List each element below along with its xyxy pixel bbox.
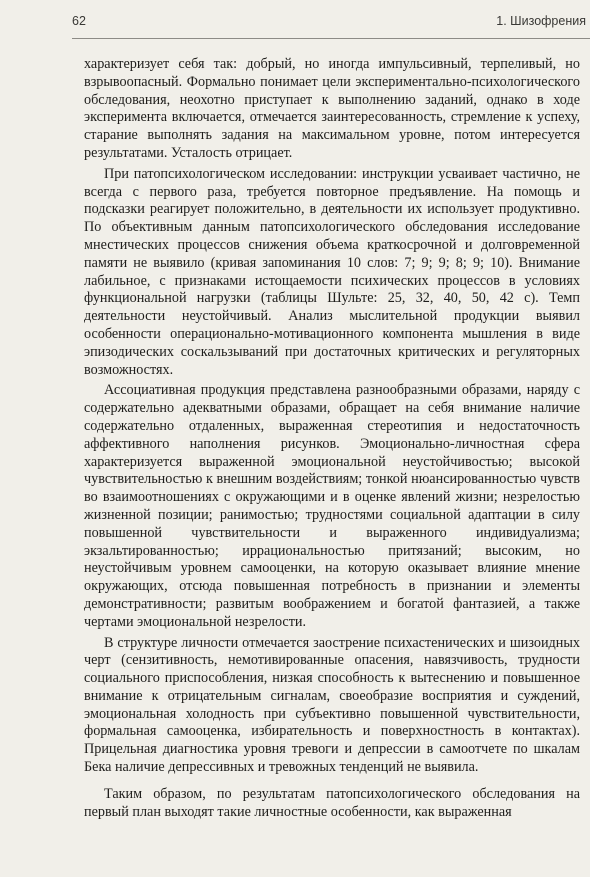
paragraph-pathopsych-study: При патопсихологическом исследовании: инструкции усваивает частично, не всегда с первого раза, требуется повторное предъявление. На помощь и подсказки реагирует положительно, в деятельности их использует продуктивно. По объективным данным патопсихологического обследования исследование мнестических процессов снижения объема краткосрочной и долговременной памяти не выявило (кривая запоминания 10 слов: 7; 9; 9; 8; 9; 10). Внимание лабильное, с признаками истощаемости психических процессов в условиях функциональной нагрузки (таблицы Шульте: 25, 32, 40, 50, 42 с). Темп деятельности неустойчивый. Анализ мыслительной продукции выявил особенности операционально-мотивационного компонента мышления в виде эпизодических соскальзываний при достаточных критических и регуляторных возможностях. [84, 165, 580, 378]
chapter-title: 1. Шизофрения [496, 14, 586, 28]
paragraph-associative-production: Ассоциативная продукция представлена разнообразными образами, наряду с содержательно адекватными образами, обращает на себя внимание наличие содержательно отдаленных, выраженная стереотипия и недостаточность аффективного наполнения рисунков. Эмоционально-личностная сфера характеризуется выраженной эмоциональной неустойчивостью; высокой чувствительностью к внешним воздействиям; тонкой нюансированностью чувств во взаимоотношениях с окружающими и в оценке явлений жизни; незрелостью жизненной позиции; ранимостью; трудностями социальной адаптации в силу повышенной чувствительности и выраженного индивидуализма; экзальтированностью; иррациональностью притязаний; высоким, но неустойчивым уровнем самооценки, на которую оказывает влияние мнение окружающих, отсюда повышенная потребность в признании и элементы демонстративности; развитым воображением и богатой фантазией, а также чертами эмоциональной незрелости. [84, 382, 580, 630]
running-header [72, 14, 586, 36]
paragraph-personality-structure: В структуре личности отмечается заострение психастенических и шизоидных черт (сензитивность, немотивированные опасения, навязчивость, трудности социального приспособления, низкая способность к вытеснению и повышенное внимание к отрицательным сигналам, своеобразие восприятия и суждений, эмоциональная холодность при субъективно повышенной чувствительности, формальная самооценка, избирательность и поверхностность в контактах). Прицельная диагностика уровня тревоги и депрессии в самоотчете по шкалам Бека наличие депрессивных и тревожных тенденций не выявила. [84, 634, 580, 776]
paragraph-conclusion: Таким образом, по результатам патопсихологического обследования на первый план выходят такие личностные особенности, как выраженная [84, 785, 580, 820]
paragraph-continuation: характеризует себя так: добрый, но иногда импульсивный, терпеливый, но взрывоопасный. Формально понимает цели экспериментально-психологического обследования, неохотно приступает к выполнению заданий, однако в ходе эксперимента включается, отмечается заинтересованность, стремление к успеху, старание выполнять задания на максимальном уровне, потом интересуется результатами. Усталость отрицает. [84, 56, 580, 161]
header-divider [72, 38, 590, 39]
body-text [84, 56, 580, 821]
page-number: 62 [72, 14, 86, 28]
